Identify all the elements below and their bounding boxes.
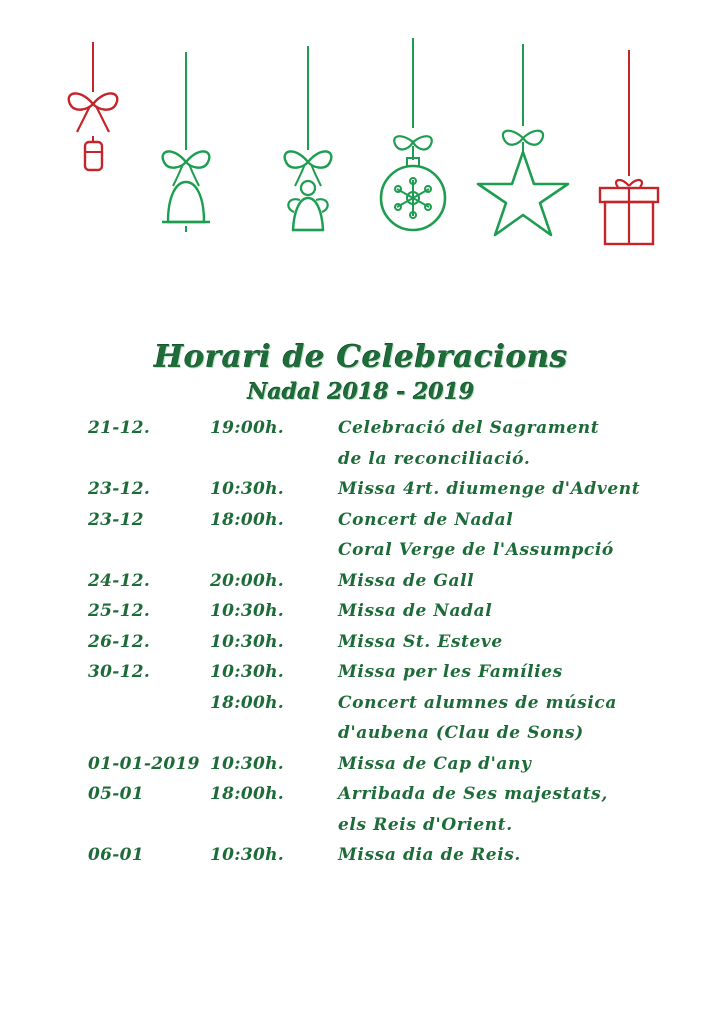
- row-description: Missa St. Esteve: [338, 631, 503, 652]
- ornaments-svg: [0, 0, 722, 300]
- table-row: [88, 754, 648, 785]
- page-subtitle: Nadal 2018 - 2019: [247, 378, 475, 405]
- row-time: 18:00h.: [210, 784, 284, 804]
- row-description: Missa de Gall: [338, 570, 475, 591]
- row-date: 24-12.: [88, 570, 151, 591]
- row-description: Missa de Nadal: [338, 601, 493, 621]
- table-row: [88, 510, 648, 541]
- row-description: Coral Verge de l'Assumpció: [338, 540, 614, 560]
- row-time: 18:00h.: [210, 509, 284, 530]
- star-ornament: [478, 44, 568, 235]
- page-title: Horari de Celebracions: [154, 339, 568, 375]
- row-description: Missa de Cap d'any: [338, 753, 532, 774]
- row-time: 10:30h.: [210, 662, 284, 682]
- row-date: 05-01: [88, 784, 144, 804]
- row-description: de la reconciliació.: [338, 448, 531, 469]
- title-block: [0, 340, 722, 405]
- row-description: els Reis d'Orient.: [338, 814, 513, 835]
- row-date: 25-12.: [88, 601, 151, 621]
- bell-ornament-red: [69, 42, 118, 170]
- row-description: Missa dia de Reis.: [338, 845, 521, 865]
- row-description: d'aubena (Clau de Sons): [338, 723, 584, 743]
- row-date: 30-12.: [88, 662, 151, 682]
- gift-ornament: [600, 50, 658, 244]
- table-row: [88, 479, 648, 510]
- row-date: 01-01-2019: [88, 753, 200, 774]
- table-row: [88, 632, 648, 663]
- bell-ornament-green: [162, 52, 210, 232]
- row-date: 06-01: [88, 845, 144, 865]
- row-date: 23-12.: [88, 479, 151, 499]
- table-row: [88, 723, 648, 754]
- schedule-list: [88, 418, 648, 876]
- row-description: Missa per les Famílies: [338, 662, 563, 682]
- row-time: 19:00h.: [210, 418, 284, 438]
- row-date: 23-12: [88, 509, 144, 530]
- table-row: [88, 662, 648, 693]
- row-time: 10:30h.: [210, 845, 284, 865]
- table-row: [88, 845, 648, 876]
- table-row: [88, 418, 648, 449]
- row-date: 26-12.: [88, 631, 151, 652]
- row-description: Missa 4rt. diumenge d'Advent: [338, 479, 641, 499]
- row-time: 10:30h.: [210, 601, 284, 621]
- row-description: Concert de Nadal: [338, 509, 514, 530]
- table-row: [88, 693, 648, 724]
- table-row: [88, 784, 648, 815]
- row-description: Celebració del Sagrament: [338, 418, 600, 438]
- angel-ornament: [285, 46, 332, 230]
- row-date: 21-12.: [88, 418, 151, 438]
- row-time: 18:00h.: [210, 692, 284, 713]
- table-row: [88, 540, 648, 571]
- table-row: [88, 601, 648, 632]
- row-time: 10:30h.: [210, 631, 284, 652]
- row-time: 10:30h.: [210, 479, 284, 499]
- table-row: [88, 449, 648, 480]
- table-row: [88, 815, 648, 846]
- ornaments-band: [0, 0, 722, 300]
- row-description: Arribada de Ses majestats,: [338, 784, 608, 804]
- row-time: 10:30h.: [210, 753, 284, 774]
- bauble-ornament: [381, 38, 445, 230]
- row-description: Concert alumnes de música: [338, 692, 617, 713]
- row-time: 20:00h.: [210, 570, 284, 591]
- table-row: [88, 571, 648, 602]
